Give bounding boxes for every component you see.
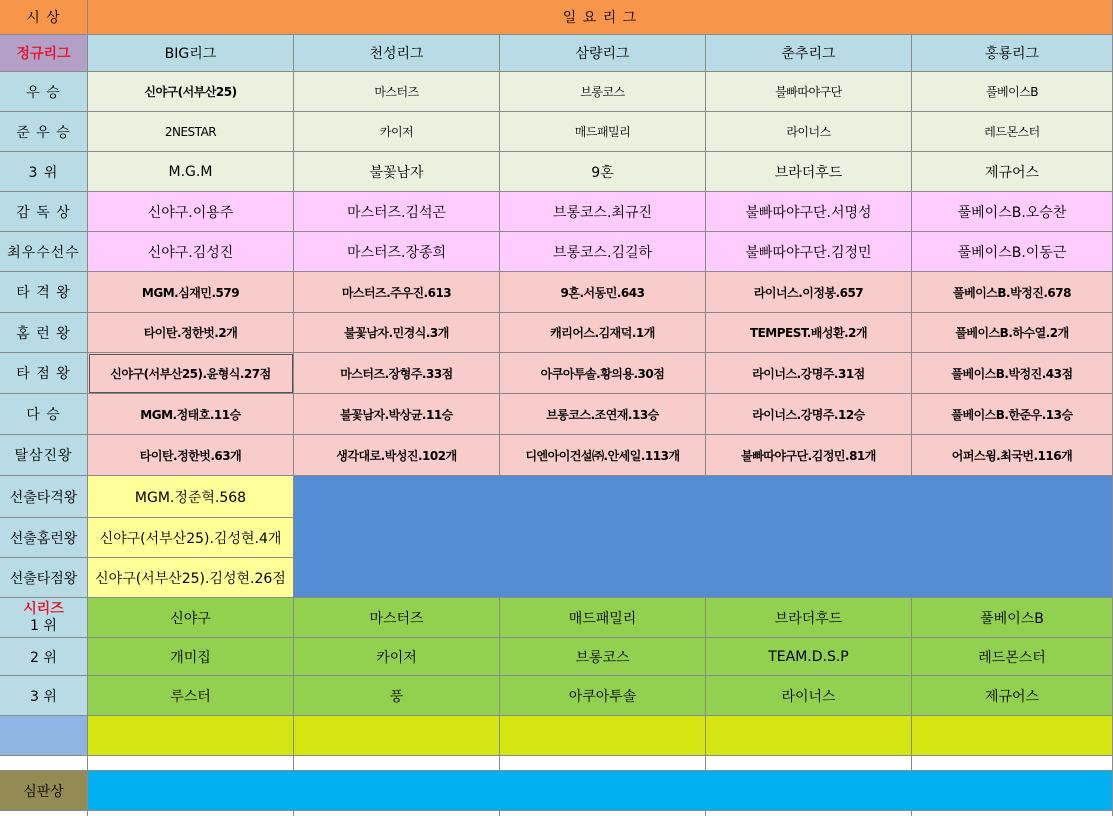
cell-league-name[interactable]: 천성리그 (294, 35, 500, 72)
cell-award-value[interactable]: 마스터즈.주우진.613 (294, 272, 500, 313)
cell-series-value[interactable]: 브롱코스 (500, 638, 706, 676)
cell-award-value[interactable]: 카이저 (294, 112, 500, 152)
cell-award-label[interactable]: 홈 런 왕 (0, 313, 88, 353)
cell-spacer (0, 756, 88, 771)
cell-series-value[interactable]: 레드몬스터 (912, 638, 1113, 676)
cell-league-name[interactable]: 홍룡리그 (912, 35, 1113, 72)
cell-spacer (88, 756, 294, 771)
cell-award-value[interactable]: 라이너스.이정봉.657 (706, 272, 912, 313)
cell-regular-league-header[interactable]: 정규리그 (0, 35, 88, 72)
cell-award-value[interactable]: 브롱코스.김길하 (500, 232, 706, 272)
cell-spacer (912, 756, 1113, 771)
cell-award-value[interactable]: 라이너스.강명주.31점 (706, 353, 912, 394)
cell-award-value[interactable]: 신야구.이용주 (88, 192, 294, 232)
cell-award-label[interactable]: 감 독 상 (0, 192, 88, 232)
cell-series-value[interactable]: 브라더후드 (706, 598, 912, 638)
cell-selected-label[interactable]: 선출타격왕 (0, 476, 88, 518)
cell-award-value[interactable]: 불빠따야구단.김정민.81개 (706, 435, 912, 476)
cell-empty[interactable] (912, 716, 1113, 756)
cell-selected-value[interactable]: 신야구(서부산25).김성현.4개 (88, 518, 294, 558)
cell-series-1st-label[interactable] (0, 598, 88, 638)
cell-empty-label[interactable] (0, 716, 88, 756)
cell-award-value[interactable]: 브라더후드 (706, 152, 912, 192)
cell-award-value[interactable]: 마스터즈.장종희 (294, 232, 500, 272)
cell-empty[interactable] (706, 716, 912, 756)
cell-award-value[interactable]: 풀베이스B.하수열.2개 (912, 313, 1113, 353)
cell-award-label[interactable]: 탈삼진왕 (0, 435, 88, 476)
cell-award-value[interactable]: 불꽃남자 (294, 152, 500, 192)
cell-award-value[interactable]: 2NESTAR (88, 112, 294, 152)
cell-award-value[interactable]: 라이너스 (706, 112, 912, 152)
cell-series-value[interactable]: TEAM.D.S.P (706, 638, 912, 676)
cell-series-value[interactable]: 라이너스 (706, 676, 912, 716)
cell-award-value[interactable]: 신야구.김성진 (88, 232, 294, 272)
cell-spacer (706, 811, 912, 816)
cell-series-rank-label[interactable]: 3 위 (0, 676, 88, 716)
cell-award-label[interactable]: 최우수선수 (0, 232, 88, 272)
cell-award-label[interactable]: 우 승 (0, 72, 88, 112)
cell-award-value[interactable]: TEMPEST.배성환.2개 (706, 313, 912, 353)
cell-award-value[interactable]: 9혼.서동민.643 (500, 272, 706, 313)
series-rank-label: 1 위 (30, 617, 57, 634)
cell-award-value[interactable]: 생각대로.박성진.102개 (294, 435, 500, 476)
cell-award-label[interactable]: 타 격 왕 (0, 272, 88, 313)
cell-award-value[interactable]: 브롱코스 (500, 72, 706, 112)
cell-spacer (500, 756, 706, 771)
cell-series-value[interactable]: 아쿠아투솔 (500, 676, 706, 716)
cell-award-value[interactable]: MGM.심재민.579 (88, 272, 294, 313)
cell-spacer (706, 756, 912, 771)
cell-award-label[interactable]: 3 위 (0, 152, 88, 192)
cell-award-value[interactable]: MGM.정태호.11승 (88, 394, 294, 435)
cell-league-name[interactable]: BIG리그 (88, 35, 294, 72)
cell-award-value[interactable]: 마스터즈 (294, 72, 500, 112)
cell-award-value[interactable]: 마스터즈.장형주.33점 (294, 353, 500, 394)
cell-blank-blue-block (294, 476, 1113, 598)
cell-award-value[interactable]: 아쿠아투솔.황의용.30점 (500, 353, 706, 394)
cell-referee-label[interactable]: 심판상 (0, 771, 88, 811)
cell-empty[interactable] (500, 716, 706, 756)
cell-award-value[interactable]: 풀베이스B.이동근 (912, 232, 1113, 272)
cell-series-rank-label[interactable]: 2 위 (0, 638, 88, 676)
cell-series-value[interactable]: 풀베이스B (912, 598, 1113, 638)
cell-award-value[interactable]: 불꽃남자.박상균.11승 (294, 394, 500, 435)
cell-award-label[interactable]: 타 점 왕 (0, 353, 88, 394)
cell-referee-value[interactable] (88, 771, 1113, 811)
cell-spacer (294, 756, 500, 771)
cell-award-value[interactable]: 신야구(서부산25).윤형식.27점 (88, 353, 294, 394)
cell-series-value[interactable]: 제규어스 (912, 676, 1113, 716)
cell-selected-value[interactable]: 신야구(서부산25).김성현.26점 (88, 558, 294, 598)
cell-award-value[interactable]: 캐리어스.김재덕.1개 (500, 313, 706, 353)
cell-award-value[interactable]: 불빠따야구단 (706, 72, 912, 112)
cell-award-value[interactable]: 제규어스 (912, 152, 1113, 192)
series-label: 시리즈 (23, 600, 64, 617)
cell-series-value[interactable]: 카이저 (294, 638, 500, 676)
cell-award-value[interactable]: 9혼 (500, 152, 706, 192)
cell-award-value[interactable]: 타이탄.정한벗.63개 (88, 435, 294, 476)
cell-selected-value[interactable]: MGM.정준혁.568 (88, 476, 294, 518)
cell-series-value[interactable]: 마스터즈 (294, 598, 500, 638)
cell-award-value[interactable]: 브롱코스.최규진 (500, 192, 706, 232)
cell-award-value[interactable]: 마스터즈.김석곤 (294, 192, 500, 232)
cell-empty[interactable] (88, 716, 294, 756)
cell-award-value[interactable]: 레드몬스터 (912, 112, 1113, 152)
cell-series-value[interactable]: 루스터 (88, 676, 294, 716)
cell-series-value[interactable]: 신야구 (88, 598, 294, 638)
cell-award-value[interactable]: 풀베이스B.한준우.13승 (912, 394, 1113, 435)
cell-award-header[interactable]: 시 상 (0, 0, 88, 35)
cell-selected-label[interactable]: 선출타점왕 (0, 558, 88, 598)
cell-award-label[interactable]: 준 우 승 (0, 112, 88, 152)
cell-award-value[interactable]: 어퍼스윙.최국번.116개 (912, 435, 1113, 476)
cell-award-value[interactable]: 타이탄.정한벗.2개 (88, 313, 294, 353)
cell-award-value[interactable]: 디엔아이건설㈜.안세일.113개 (500, 435, 706, 476)
cell-spacer (294, 811, 500, 816)
cell-award-value[interactable]: 풀베이스B.박정진.43점 (912, 353, 1113, 394)
cell-series-value[interactable]: 풍 (294, 676, 500, 716)
cell-award-label[interactable]: 다 승 (0, 394, 88, 435)
cell-spacer (912, 811, 1113, 816)
cell-series-value[interactable]: 개미집 (88, 638, 294, 676)
cell-award-value[interactable]: 매드패밀리 (500, 112, 706, 152)
cell-award-value[interactable]: 풀베이스B.박정진.678 (912, 272, 1113, 313)
cell-spacer (0, 811, 88, 816)
cell-award-value[interactable]: 신야구(서부산25) (88, 72, 294, 112)
cell-empty[interactable] (294, 716, 500, 756)
cell-selected-label[interactable]: 선출홈런왕 (0, 518, 88, 558)
cell-award-value[interactable]: 브롱코스.조연재.13승 (500, 394, 706, 435)
cell-award-value[interactable]: 풀베이스B (912, 72, 1113, 112)
cell-award-value[interactable]: 풀베이스B.오승찬 (912, 192, 1113, 232)
cell-sunday-league-title[interactable]: 일 요 리 그 (88, 0, 1113, 35)
cell-award-value[interactable]: 불꽃남자.민경식.3개 (294, 313, 500, 353)
cell-award-value[interactable]: M.G.M (88, 152, 294, 192)
cell-league-name[interactable]: 춘추리그 (706, 35, 912, 72)
cell-spacer (88, 811, 294, 816)
cell-spacer (500, 811, 706, 816)
cell-league-name[interactable]: 삼량리그 (500, 35, 706, 72)
cell-award-value[interactable]: 라이너스.강명주.12승 (706, 394, 912, 435)
cell-award-value[interactable]: 불빠따야구단.김정민 (706, 232, 912, 272)
cell-series-value[interactable]: 매드패밀리 (500, 598, 706, 638)
cell-award-value[interactable]: 불빠따야구단.서명성 (706, 192, 912, 232)
